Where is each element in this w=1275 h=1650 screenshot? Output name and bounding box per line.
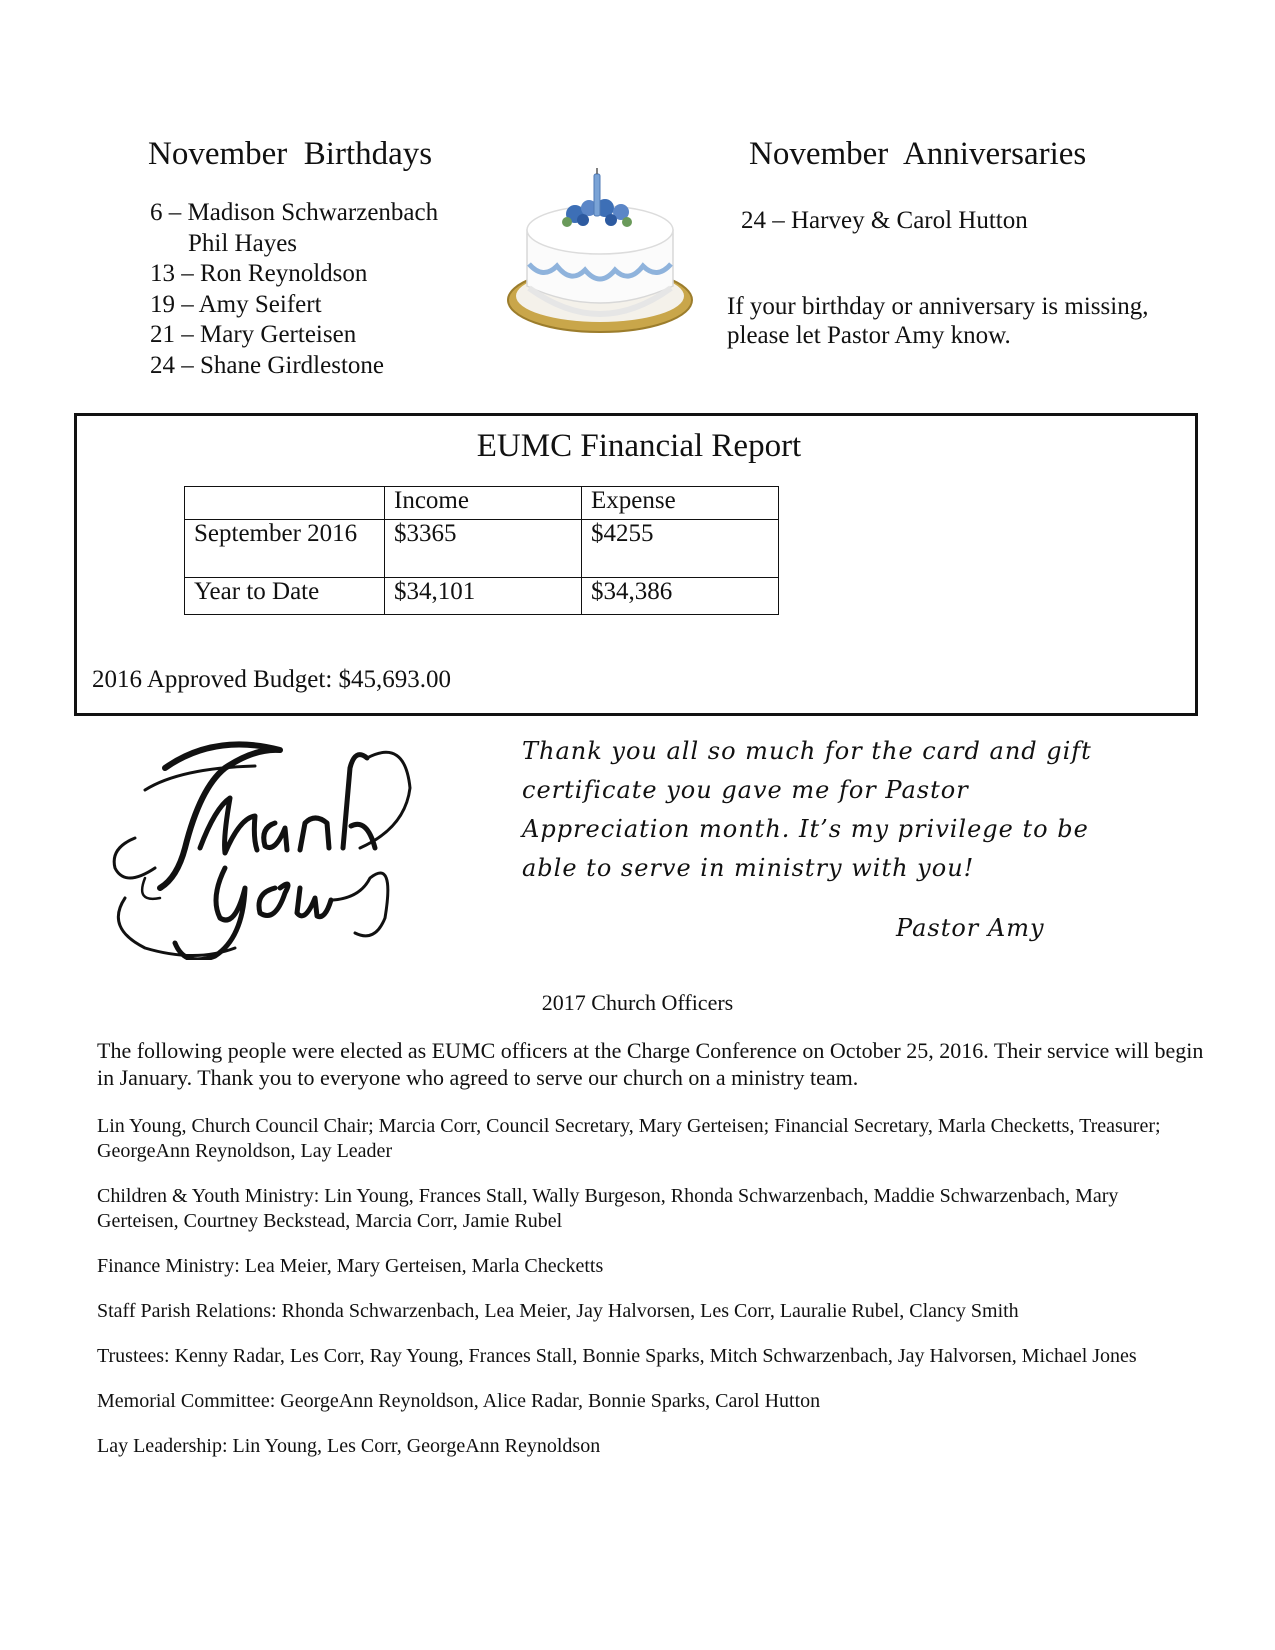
officer-group: Finance Ministry: Lea Meier, Mary Gerteisen, Marla Checketts [97, 1255, 604, 1277]
table-row [185, 520, 779, 578]
anniversaries-title: November Anniversaries [749, 136, 1087, 172]
financial-report-box [74, 413, 1198, 716]
birthday-item: 21 – Mary Gerteisen [150, 321, 357, 348]
table-cell: Year to Date [185, 578, 385, 615]
officer-group: Memorial Committee: GeorgeAnn Reynoldson, Alice Radar, Bonnie Sparks, Carol Hutton [97, 1390, 821, 1412]
financial-report-title: EUMC Financial Report [476, 428, 802, 464]
birthday-item: 6 – Madison Schwarzenbach [150, 199, 439, 226]
officer-group: Children & Youth Ministry: Lin Young, Frances Stall, Wally Burgeson, Rhonda Schwarzenbach, Maddie Schwarzenbach, Mary Gerteisen, Courtney Beckstead, Marcia Corr, Jamie Rubel [97, 1185, 1119, 1232]
thank-you-signature: Pastor Amy [896, 914, 1045, 942]
financial-table [184, 486, 779, 615]
anniversary-item: 24 – Harvey & Carol Hutton [741, 207, 1028, 234]
birthdays-title: November Birthdays [148, 136, 433, 172]
birthday-item: 13 – Ron Reynoldson [150, 260, 368, 287]
table-cell: September 2016 [185, 520, 385, 578]
thank-you-message: Thank you all so much for the card and gift certificate you gave me for Pastor Appreciation month. It’s my privilege to be able to serve in ministry with you! [522, 737, 1092, 882]
birthday-item: Phil Hayes [188, 229, 298, 257]
officer-group: Lin Young, Church Council Chair; Marcia Corr, Council Secretary, Mary Gerteisen; Financial Secretary, Marla Checketts, Treasurer; GeorgeAnn Reynoldson, Lay Leader [97, 1115, 1161, 1162]
table-row [185, 578, 779, 615]
birthday-item: 19 – Amy Seifert [150, 290, 322, 318]
table-header-row [185, 487, 779, 520]
table-header-cell: Expense [582, 487, 779, 520]
officer-group: Staff Parish Relations: Rhonda Schwarzenbach, Lea Meier, Jay Halvorsen, Les Corr, Lauralie Rubel, Clancy Smith [97, 1300, 1019, 1322]
table-cell: $4255 [582, 520, 779, 578]
officer-group: Trustees: Kenny Radar, Les Corr, Ray Young, Frances Stall, Bonnie Sparks, Mitch Schwarzenbach, Jay Halvorsen, Michael Jones [97, 1345, 1137, 1367]
table-header-cell [185, 487, 385, 520]
table-cell: $34,386 [582, 578, 779, 615]
officers-title: 2017 Church Officers [541, 990, 734, 1015]
table-cell: $3365 [385, 520, 582, 578]
officers-list [97, 1114, 1197, 1479]
officers-intro: The following people were elected as EUMC officers at the Charge Conference on October 25, 2016. Their service will begin in January. Thank you to everyone who agreed to serve our church on a ministry team. [97, 1038, 1204, 1090]
birthday-list [150, 198, 438, 381]
birthday-item: 24 – Shane Girdlestone [150, 351, 384, 379]
table-header-cell: Income [385, 487, 582, 520]
birthday-cake-icon [505, 168, 695, 348]
table-cell: $34,101 [385, 578, 582, 615]
officer-group: Lay Leadership: Lin Young, Les Corr, GeorgeAnn Reynoldson [97, 1435, 601, 1457]
thank-you-script-art [105, 728, 415, 960]
approved-budget: 2016 Approved Budget: $45,693.00 [92, 666, 452, 693]
missing-info-note: If your birthday or anniversary is missing, please let Pastor Amy know. [727, 293, 1149, 349]
